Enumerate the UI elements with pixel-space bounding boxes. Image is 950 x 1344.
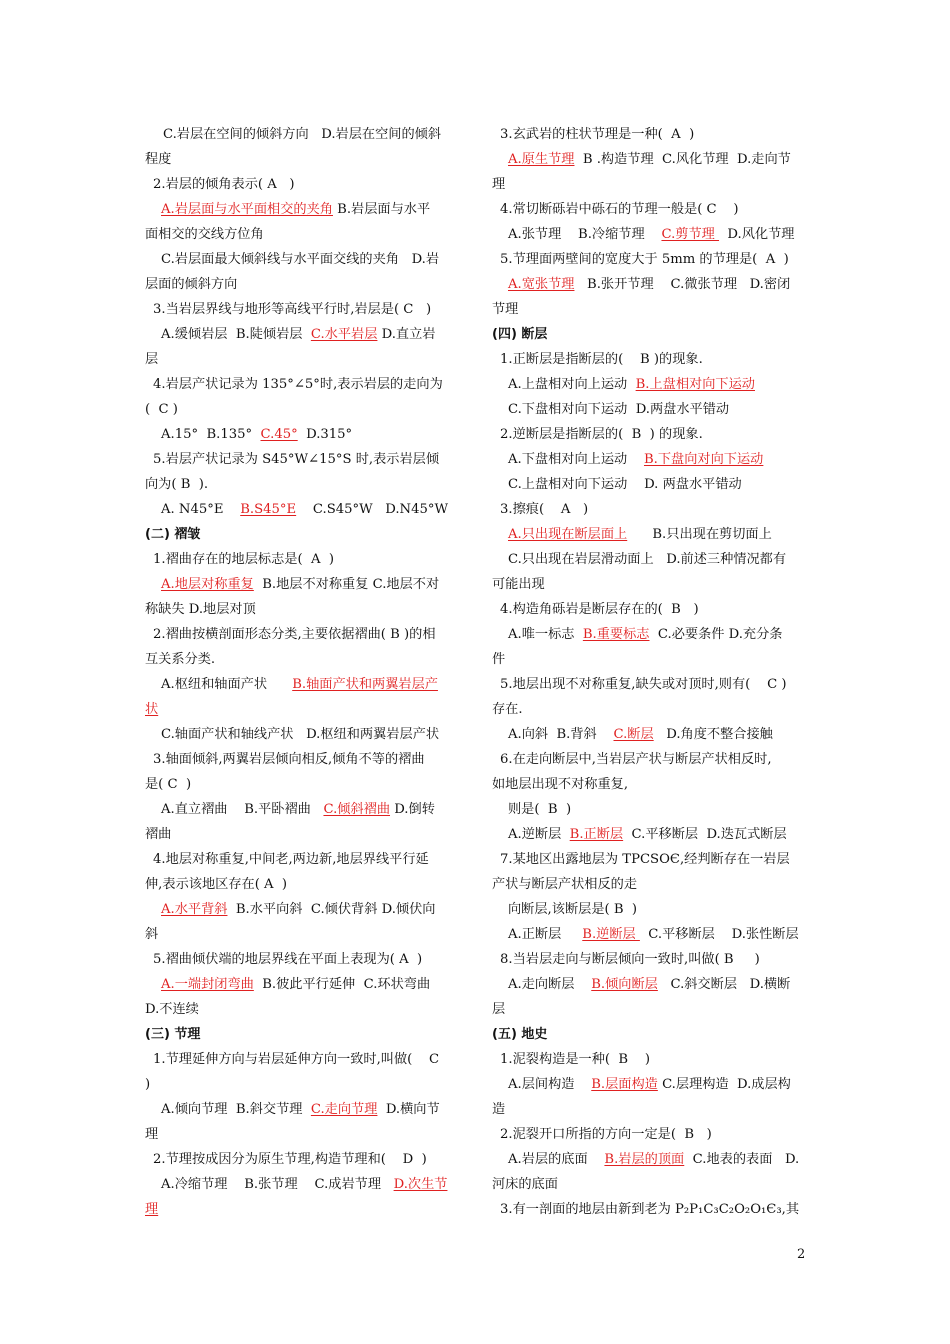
answer-text: B.轴面产状和两翼岩层产 — [292, 677, 438, 692]
text-line — [492, 372, 810, 397]
text-line — [492, 647, 810, 672]
text-line — [145, 647, 463, 672]
text-line — [492, 422, 810, 447]
text-segment: 河床的底面 — [492, 1177, 558, 1192]
text-segment: A.逆断层 — [508, 827, 570, 842]
text-segment: (五) 地史 — [492, 1027, 548, 1042]
text-line — [492, 247, 810, 272]
text-line — [492, 272, 810, 297]
text-line — [145, 672, 463, 697]
text-segment: B.水平向斜 C.倾伏背斜 D.倾伏向 — [227, 902, 436, 917]
section-heading — [492, 1022, 810, 1047]
text-segment: 向为( B ). — [145, 477, 209, 492]
text-line — [145, 497, 463, 522]
text-segment: 2.泥裂开口所指的方向一定是( B ) — [500, 1127, 712, 1142]
text-segment: C.斜交断层 D.横断 — [657, 977, 791, 992]
text-segment: 3.轴面倾斜,两翼岩层倾向相反,倾角不等的褶曲 — [153, 752, 425, 767]
text-line — [492, 172, 810, 197]
text-line — [145, 197, 463, 222]
text-segment: 8.当岩层走向与断层倾向一致时,叫做( B ) — [500, 952, 760, 967]
answer-text: C.走向节理 — [310, 1102, 378, 1117]
text-line — [492, 547, 810, 572]
answer-text: C.倾斜褶曲 — [323, 802, 391, 817]
answer-text: B.倾向断层 — [591, 977, 658, 992]
answer-text: A.宽张节理 — [508, 277, 575, 292]
text-line — [145, 422, 463, 447]
text-segment: ) — [145, 1077, 151, 1092]
text-line — [492, 297, 810, 322]
text-segment: 1.褶曲存在的地层标志是( A ) — [153, 552, 335, 567]
text-segment: 可能出现 — [492, 577, 545, 592]
text-line — [492, 672, 810, 697]
text-segment: A.正断层 — [508, 927, 583, 942]
text-segment: A.下盘相对向上运动 — [508, 452, 644, 467]
text-line — [492, 1072, 810, 1097]
answer-text: B.S45°E — [240, 502, 297, 517]
answer-text: B.下盘向对向下运动 — [643, 452, 764, 467]
text-segment: C.上盘相对向下运动 D. 两盘水平错动 — [508, 477, 742, 492]
text-line — [145, 597, 463, 622]
text-segment: 1.泥裂构造是一种( B ) — [500, 1052, 651, 1067]
text-segment: 3.有一剖面的地层由新到老为 P₂P₁C₃C₂O₂O₁Є₃,其 — [500, 1202, 800, 1217]
text-segment: A.上盘相对向上运动 — [508, 377, 636, 392]
text-line — [492, 522, 810, 547]
left-column — [145, 122, 463, 1222]
text-line — [145, 772, 463, 797]
text-segment: D.风化节理 — [719, 227, 795, 242]
text-segment: 2.岩层的倾角表示( A ) — [153, 177, 295, 192]
text-line — [492, 847, 810, 872]
text-line — [145, 397, 463, 422]
text-line — [145, 1047, 463, 1072]
text-line — [145, 622, 463, 647]
text-segment: 理 — [492, 177, 506, 192]
text-segment: B.彼此平行延伸 C.环状弯曲 — [253, 977, 431, 992]
answer-text: A.水平背斜 — [161, 902, 228, 917]
text-line — [492, 972, 810, 997]
text-line — [492, 347, 810, 372]
text-line — [145, 147, 463, 172]
text-line — [492, 597, 810, 622]
text-segment: D.角度不整合接触 — [653, 727, 773, 742]
text-segment: A.15° B.135° — [161, 427, 261, 442]
text-segment: 是( C ) — [145, 777, 192, 792]
text-segment: A.张节理 B.冷缩节理 — [508, 227, 662, 242]
text-line — [145, 547, 463, 572]
answer-text: A.一端封闭弯曲 — [161, 977, 254, 992]
text-segment: 层 — [145, 352, 159, 367]
text-segment: A.走向断层 — [508, 977, 592, 992]
text-line — [145, 122, 463, 147]
text-segment: B.地层不对称重复 C.地层不对 — [253, 577, 440, 592]
text-line — [492, 447, 810, 472]
text-segment: 存在. — [492, 702, 523, 717]
text-segment: C.层理构造 D.成层构 — [657, 1077, 791, 1092]
answer-text: B.重要标志 — [582, 627, 650, 642]
answer-text: 理 — [145, 1202, 159, 1217]
text-line — [145, 1147, 463, 1172]
text-line — [145, 997, 463, 1022]
answer-text: C.45° — [260, 427, 298, 442]
text-segment: 3.玄武岩的柱状节理是一种( A ) — [500, 127, 695, 142]
text-segment: 伸,表示该地区存在( A ) — [145, 877, 288, 892]
text-line — [145, 372, 463, 397]
text-line — [145, 272, 463, 297]
text-line — [492, 122, 810, 147]
text-segment: C.必要条件 D.充分条 — [649, 627, 783, 642]
text-segment: 5.节理面两壁间的宽度大于 5mm 的节理是( A ) — [500, 252, 789, 267]
text-segment: C.岩层面最大倾斜线与水平面交线的夹角 D.岩 — [161, 252, 440, 267]
text-line — [145, 322, 463, 347]
text-line — [492, 147, 810, 172]
text-segment: A.冷缩节理 B.张节理 C.成岩节理 — [161, 1177, 394, 1192]
text-line — [492, 1122, 810, 1147]
text-line — [492, 497, 810, 522]
text-line — [492, 822, 810, 847]
answer-text: A.原生节理 — [508, 152, 575, 167]
text-segment: D.横向节 — [377, 1102, 440, 1117]
text-segment: 互关系分类. — [145, 652, 216, 667]
text-line — [145, 722, 463, 747]
text-segment: D.不连续 — [145, 1002, 199, 1017]
text-segment: C.平移断层 D.迭瓦式断层 — [623, 827, 787, 842]
text-segment: A.唯一标志 — [508, 627, 583, 642]
text-segment: C.轴面产状和轴线产状 D.枢纽和两翼岩层产状 — [161, 727, 440, 742]
text-line — [492, 1147, 810, 1172]
text-line — [492, 572, 810, 597]
text-segment: A.岩层的底面 — [508, 1152, 605, 1167]
text-segment: C.岩层在空间的倾斜方向 D.岩层在空间的倾斜 — [163, 127, 442, 142]
text-line — [492, 622, 810, 647]
text-line — [492, 872, 810, 897]
text-line — [492, 897, 810, 922]
text-line — [492, 797, 810, 822]
answer-text: A.岩层面与水平面相交的夹角 — [161, 202, 333, 217]
text-line — [492, 747, 810, 772]
text-line — [145, 247, 463, 272]
text-line — [145, 1172, 463, 1197]
text-segment: 2.褶曲按横剖面形态分类,主要依据褶曲( B )的相 — [153, 627, 436, 642]
text-segment: 4.构造角砾岩是断层存在的( B ) — [500, 602, 699, 617]
text-segment: (二) 褶皱 — [145, 527, 201, 542]
section-heading — [492, 322, 810, 347]
text-line — [145, 747, 463, 772]
text-line — [492, 472, 810, 497]
text-segment: B.岩层面与水平 — [332, 202, 431, 217]
page-number: 2 — [797, 1247, 806, 1262]
text-segment: B.只出现在剪切面上 — [627, 527, 772, 542]
text-line — [145, 1122, 463, 1147]
answer-text: A.只出现在断层面上 — [508, 527, 628, 542]
text-segment: 4.地层对称重复,中间老,两边新,地层界线平行延 — [153, 852, 429, 867]
text-segment: A. N45°E — [161, 502, 241, 517]
answer-text: D.次生节 — [393, 1177, 448, 1192]
text-line — [492, 197, 810, 222]
text-line — [145, 1072, 463, 1097]
text-line — [145, 847, 463, 872]
text-segment: 层面的倾斜方向 — [145, 277, 238, 292]
text-segment: C.下盘相对向下运动 D.两盘水平错动 — [508, 402, 730, 417]
text-line — [145, 972, 463, 997]
text-line — [492, 1197, 810, 1222]
text-segment: D.倒转 — [390, 802, 435, 817]
text-segment: 层 — [492, 1002, 506, 1017]
answer-text: B.上盘相对向下运动 — [635, 377, 755, 392]
text-line — [145, 947, 463, 972]
answer-text: B.正断层 — [569, 827, 624, 842]
text-segment: C.平移断层 D.张性断层 — [639, 927, 799, 942]
text-segment: 2.逆断层是指断层的( B ) 的现象. — [500, 427, 703, 442]
text-line — [145, 872, 463, 897]
text-line — [145, 297, 463, 322]
text-segment: A.层间构造 — [508, 1077, 592, 1092]
text-line — [492, 697, 810, 722]
text-segment: 3.擦痕( A ) — [500, 502, 589, 517]
text-segment: 褶曲 — [145, 827, 172, 842]
text-segment: 理 — [145, 1127, 159, 1142]
text-segment: 产状与断层产状相反的走 — [492, 877, 638, 892]
text-segment: 斜 — [145, 927, 159, 942]
text-line — [145, 922, 463, 947]
text-line — [145, 897, 463, 922]
text-line — [492, 1047, 810, 1072]
text-segment: A.缓倾岩层 B.陡倾岩层 — [161, 327, 311, 342]
text-line — [145, 172, 463, 197]
text-segment: 面相交的交线方位角 — [145, 227, 264, 242]
answer-text: 状 — [145, 702, 159, 717]
text-segment: 6.在走向断层中,当岩层产状与断层产状相反时, — [500, 752, 772, 767]
text-segment: 节理 — [492, 302, 519, 317]
section-heading — [145, 1022, 463, 1047]
text-segment: 3.当岩层界线与地形等高线平行时,岩层是( C ) — [153, 302, 432, 317]
text-line — [145, 572, 463, 597]
text-line — [492, 722, 810, 747]
text-line — [145, 1197, 463, 1222]
text-segment: 5.褶曲倾伏端的地层界线在平面上表现为( A ) — [153, 952, 423, 967]
text-segment: 1.节理延伸方向与岩层延伸方向一致时,叫做( C — [153, 1052, 440, 1067]
right-column — [492, 122, 810, 1222]
text-segment: 则是( B ) — [508, 802, 572, 817]
text-segment: 1.正断层是指断层的( B )的现象. — [500, 352, 703, 367]
text-line — [492, 1097, 810, 1122]
text-segment: B.张开节理 C.微张节理 D.密闭 — [574, 277, 791, 292]
text-line — [492, 772, 810, 797]
text-segment: C.地表的表面 D. — [684, 1152, 800, 1167]
text-segment: 向断层,该断层是( B ) — [508, 902, 638, 917]
text-line — [492, 922, 810, 947]
answer-text: B.岩层的顶面 — [604, 1152, 685, 1167]
answer-text: C.剪节理 — [661, 227, 720, 242]
text-line — [145, 347, 463, 372]
text-segment: 5.地层出现不对称重复,缺失或对顶时,则有( C ) — [500, 677, 787, 692]
text-segment: D.直立岩 — [377, 327, 436, 342]
answer-text: B.逆断层 — [582, 927, 640, 942]
text-line — [145, 1097, 463, 1122]
text-segment: 件 — [492, 652, 506, 667]
answer-text: A.地层对称重复 — [161, 577, 254, 592]
text-segment: (三) 节理 — [145, 1027, 201, 1042]
text-line — [145, 822, 463, 847]
text-segment: A.向斜 B.背斜 — [508, 727, 614, 742]
text-line — [145, 697, 463, 722]
text-segment: 5.岩层产状记录为 S45°W∠15°S 时,表示岩层倾 — [153, 452, 440, 467]
text-segment: 4.岩层产状记录为 135°∠5°时,表示岩层的走向为 — [153, 377, 443, 392]
text-segment: A.枢纽和轴面产状 — [161, 677, 293, 692]
text-segment: 4.常切断砾岩中砾石的节理一般是( C ) — [500, 202, 739, 217]
text-segment: 造 — [492, 1102, 506, 1117]
text-line — [145, 472, 463, 497]
text-segment: C.只出现在岩层滑动面上 D.前述三种情况都有 — [508, 552, 787, 567]
text-line — [492, 947, 810, 972]
text-segment: ( C ) — [145, 402, 178, 417]
text-segment: D.315° — [297, 427, 353, 442]
text-segment: B .构造节理 C.风化节理 D.走向节 — [574, 152, 791, 167]
text-segment: (四) 断层 — [492, 327, 548, 342]
text-segment: A.倾向节理 B.斜交节理 — [161, 1102, 311, 1117]
section-heading — [145, 522, 463, 547]
text-line — [492, 1172, 810, 1197]
text-line — [145, 222, 463, 247]
text-line — [145, 447, 463, 472]
text-line — [492, 222, 810, 247]
text-segment: C.S45°W D.N45°W — [296, 502, 449, 517]
text-segment: 称缺失 D.地层对顶 — [145, 602, 256, 617]
text-line — [492, 997, 810, 1022]
text-line — [145, 797, 463, 822]
answer-text: C.水平岩层 — [310, 327, 378, 342]
text-segment: 2.节理按成因分为原生节理,构造节理和( D ) — [153, 1152, 427, 1167]
text-segment: 7.某地区出露地层为 TPCSOЄ,经判断存在一岩层 — [500, 852, 790, 867]
answer-text: C.断层 — [613, 727, 654, 742]
text-segment: 如地层出现不对称重复, — [492, 777, 629, 792]
text-line — [492, 397, 810, 422]
text-segment: 程度 — [145, 152, 172, 167]
text-segment: A.直立褶曲 B.平卧褶曲 — [161, 802, 324, 817]
answer-text: B.层面构造 — [591, 1077, 658, 1092]
